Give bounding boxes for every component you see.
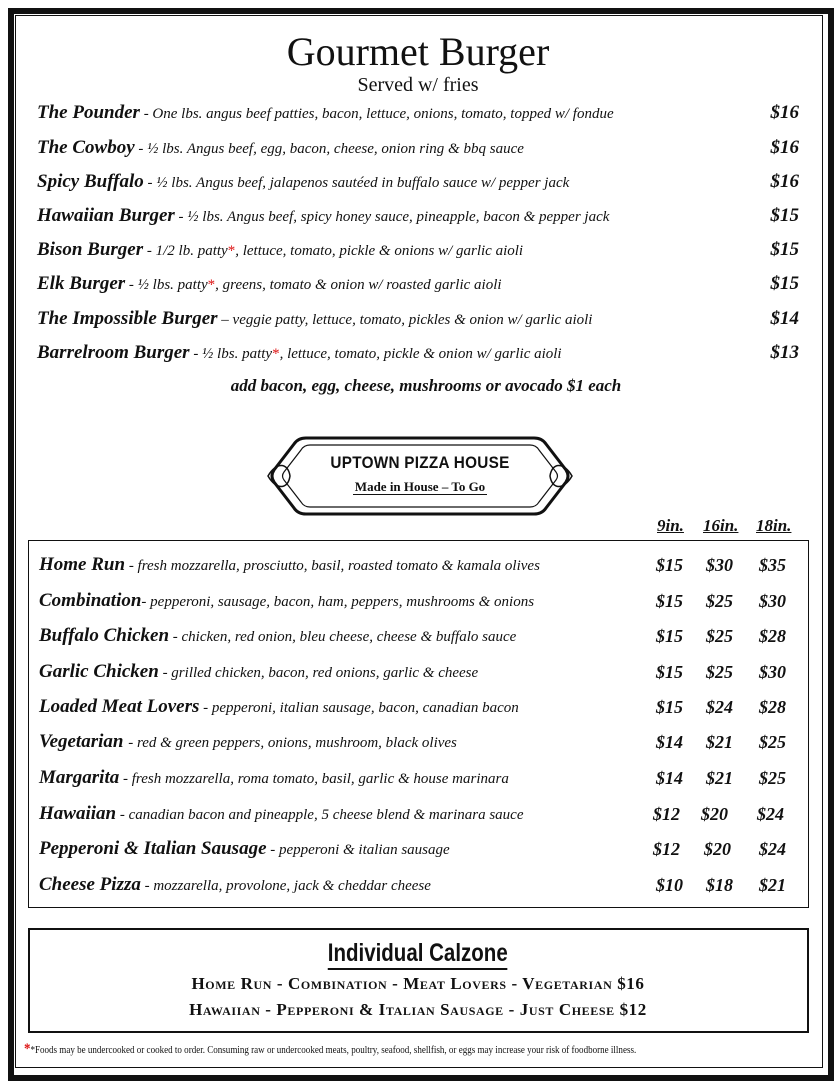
- burger-description-part: , greens, tomato & onion w/ roasted garlic aioli: [215, 277, 502, 293]
- burger-description: – veggie patty, lettuce, tomato, pickles & onion w/ garlic aioli: [217, 312, 593, 328]
- burger-section-title: Gourmet Burger: [286, 29, 550, 74]
- pizza-item: [39, 869, 799, 901]
- pizza-description: - canadian bacon and pineapple, 5 cheese blend & marinara sauce: [116, 807, 524, 823]
- burger-name: Bison Burger: [37, 239, 144, 260]
- price-16in: $24: [706, 697, 733, 717]
- price-18in: $30: [759, 591, 786, 611]
- pizza-name: Home Run: [39, 554, 126, 575]
- burger-description: - ½ lbs. Angus beef, jalapenos sautéed in buffalo sauce w/ pepper jack: [143, 175, 570, 191]
- pizza-description: - fresh mozzarella, roma tomato, basil, garlic & house marinara: [119, 771, 509, 787]
- burger-description-part: , lettuce, tomato, pickle & onions w/ garlic aioli: [235, 243, 524, 259]
- burger-price: $16: [770, 102, 799, 123]
- pizza-description: - pepperoni & italian sausage: [266, 842, 450, 858]
- pizza-name: Cheese Pizza: [39, 874, 141, 895]
- burger-description: [143, 243, 523, 259]
- size-header-18in: 18in.: [756, 516, 792, 535]
- footnote-star: *: [24, 1041, 31, 1057]
- burger-price: $14: [770, 308, 799, 329]
- price-18in: $28: [759, 697, 786, 717]
- burger-section-subtitle: Served w/ fries: [357, 74, 479, 96]
- burger-price: $13: [770, 342, 799, 363]
- pizza-item: [39, 656, 799, 688]
- calzone-line: Home Run - Combination - Meat Lovers - Vegetarian $16: [191, 974, 645, 993]
- pizza-name: Hawaiian: [39, 803, 117, 824]
- price-9in: $15: [656, 626, 683, 646]
- price-18in: $30: [759, 662, 786, 682]
- undercooked-star: *: [207, 277, 216, 293]
- burger-price: $15: [770, 205, 799, 226]
- undercooked-star: *: [227, 243, 236, 259]
- pizza-name: Margarita: [39, 767, 120, 788]
- burger-description-part: , lettuce, tomato, pickle & onion w/ garlic aioli: [279, 346, 562, 362]
- pizza-name: Loaded Meat Lovers: [39, 696, 200, 717]
- burger-item: [37, 304, 799, 334]
- burger-name: Hawaiian Burger: [37, 205, 175, 226]
- price-18in: $35: [759, 555, 786, 575]
- price-16in: $21: [706, 732, 733, 752]
- burger-addon-note: add bacon, egg, cheese, mushrooms or avocado $1 each: [230, 376, 622, 395]
- pizza-description: - chicken, red onion, bleu cheese, cheese & buffalo sauce: [169, 629, 517, 645]
- burger-name: The Cowboy: [37, 137, 135, 158]
- banner-title: UPTOWN PIZZA HOUSE: [330, 453, 510, 472]
- uptown-pizza-house-banner: [266, 432, 574, 520]
- banner-subtitle-text: Made in House – To Go: [354, 479, 486, 494]
- pizza-item: [39, 726, 799, 758]
- price-16in: $30: [706, 555, 733, 575]
- burger-item: [37, 167, 799, 197]
- pizza-item: [39, 691, 799, 723]
- burger-item: [37, 235, 799, 265]
- pizza-item: [39, 620, 799, 652]
- burger-item: [37, 269, 799, 299]
- price-9in: $15: [656, 591, 683, 611]
- burger-description-part: - 1/2 lb. patty: [143, 243, 228, 259]
- food-safety-footnote: [24, 1041, 712, 1058]
- price-16in: $25: [706, 662, 733, 682]
- pizza-item: [39, 833, 799, 865]
- burger-item: [37, 201, 799, 231]
- burger-description: [125, 277, 501, 293]
- burger-description: - One lbs. angus beef patties, bacon, lettuce, onions, tomato, topped w/ fondue: [139, 106, 614, 122]
- price-18in: $24: [759, 839, 786, 859]
- burger-name: The Pounder: [37, 102, 140, 123]
- pizza-item: [39, 549, 799, 581]
- burger-name: Spicy Buffalo: [37, 171, 144, 192]
- pizza-name: Garlic Chicken: [39, 661, 159, 682]
- burger-name: Elk Burger: [37, 273, 126, 294]
- price-16in: $18: [706, 875, 733, 895]
- price-16in: $25: [706, 626, 733, 646]
- burger-item: [37, 133, 799, 163]
- pizza-item: [39, 762, 799, 794]
- pizza-description: - pepperoni, italian sausage, bacon, canadian bacon: [199, 700, 519, 716]
- burger-price: $16: [770, 137, 799, 158]
- price-9in: $15: [656, 662, 683, 682]
- pizza-item: [39, 585, 799, 617]
- burger-description-part: - ½ lbs. patty: [125, 277, 208, 293]
- burger-price: $15: [770, 273, 799, 294]
- price-16in: $25: [706, 591, 733, 611]
- size-header-9in: 9in.: [657, 516, 684, 535]
- price-9in: $15: [656, 697, 683, 717]
- price-16in: $21: [706, 768, 733, 788]
- burger-name: Barrelroom Burger: [37, 342, 190, 363]
- pizza-name: Combination: [39, 590, 142, 611]
- pizza-item: [39, 798, 799, 830]
- burger-description: - ½ lbs. Angus beef, egg, bacon, cheese, onion ring & bbq sauce: [134, 141, 524, 157]
- price-9in: $14: [656, 732, 683, 752]
- calzone-line: Hawaiian - Pepperoni & Italian Sausage - Just Cheese $12: [189, 1000, 647, 1019]
- pizza-name: Buffalo Chicken: [39, 625, 170, 646]
- burger-item: [37, 338, 799, 368]
- size-header-16in: 16in.: [703, 516, 739, 535]
- price-9in: $12: [653, 839, 680, 859]
- price-9in: $14: [656, 768, 683, 788]
- price-18in: $28: [759, 626, 786, 646]
- pizza-description: - red & green peppers, onions, mushroom, black olives: [128, 735, 457, 751]
- price-18in: $25: [759, 768, 786, 788]
- pizza-description: - pepperoni, sausage, bacon, ham, peppers, mushrooms & onions: [141, 594, 535, 610]
- pizza-description: - fresh mozzarella, prosciutto, basil, roasted tomato & kamala olives: [125, 558, 540, 574]
- burger-price: $16: [770, 171, 799, 192]
- price-9in: $15: [656, 555, 683, 575]
- burger-name: The Impossible Burger: [37, 308, 218, 329]
- burger-item: [37, 98, 799, 128]
- calzone-title: [0, 939, 836, 970]
- pizza-description: - grilled chicken, bacon, red onions, garlic & cheese: [158, 665, 479, 681]
- burger-description: [190, 346, 562, 362]
- price-18in: $25: [759, 732, 786, 752]
- price-9in: $12: [653, 804, 680, 824]
- price-18in: $21: [759, 875, 786, 895]
- banner-subtitle: [0, 479, 836, 495]
- pizza-name: Vegetarian: [39, 731, 129, 752]
- burger-description: - ½ lbs. Angus beef, spicy honey sauce, pineapple, bacon & pepper jack: [174, 209, 610, 225]
- pizza-name: Pepperoni & Italian Sausage: [39, 838, 267, 859]
- burger-description-part: - ½ lbs. patty: [189, 346, 273, 362]
- price-9in: $10: [656, 875, 683, 895]
- burger-price: $15: [770, 239, 799, 260]
- undercooked-star: *: [272, 346, 280, 362]
- price-16in: $20: [701, 804, 728, 824]
- price-16in: $20: [704, 839, 731, 859]
- price-18in: $24: [757, 804, 784, 824]
- footnote-text: *Foods may be undercooked or cooked to order. Consuming raw or undercooked meats, poultry, seafood, shellfish, or eggs may increase your risk of foodborne illness.: [30, 1045, 637, 1056]
- calzone-title-text: Individual Calzone: [328, 939, 508, 970]
- pizza-description: - mozzarella, provolone, jack & cheddar cheese: [140, 878, 431, 894]
